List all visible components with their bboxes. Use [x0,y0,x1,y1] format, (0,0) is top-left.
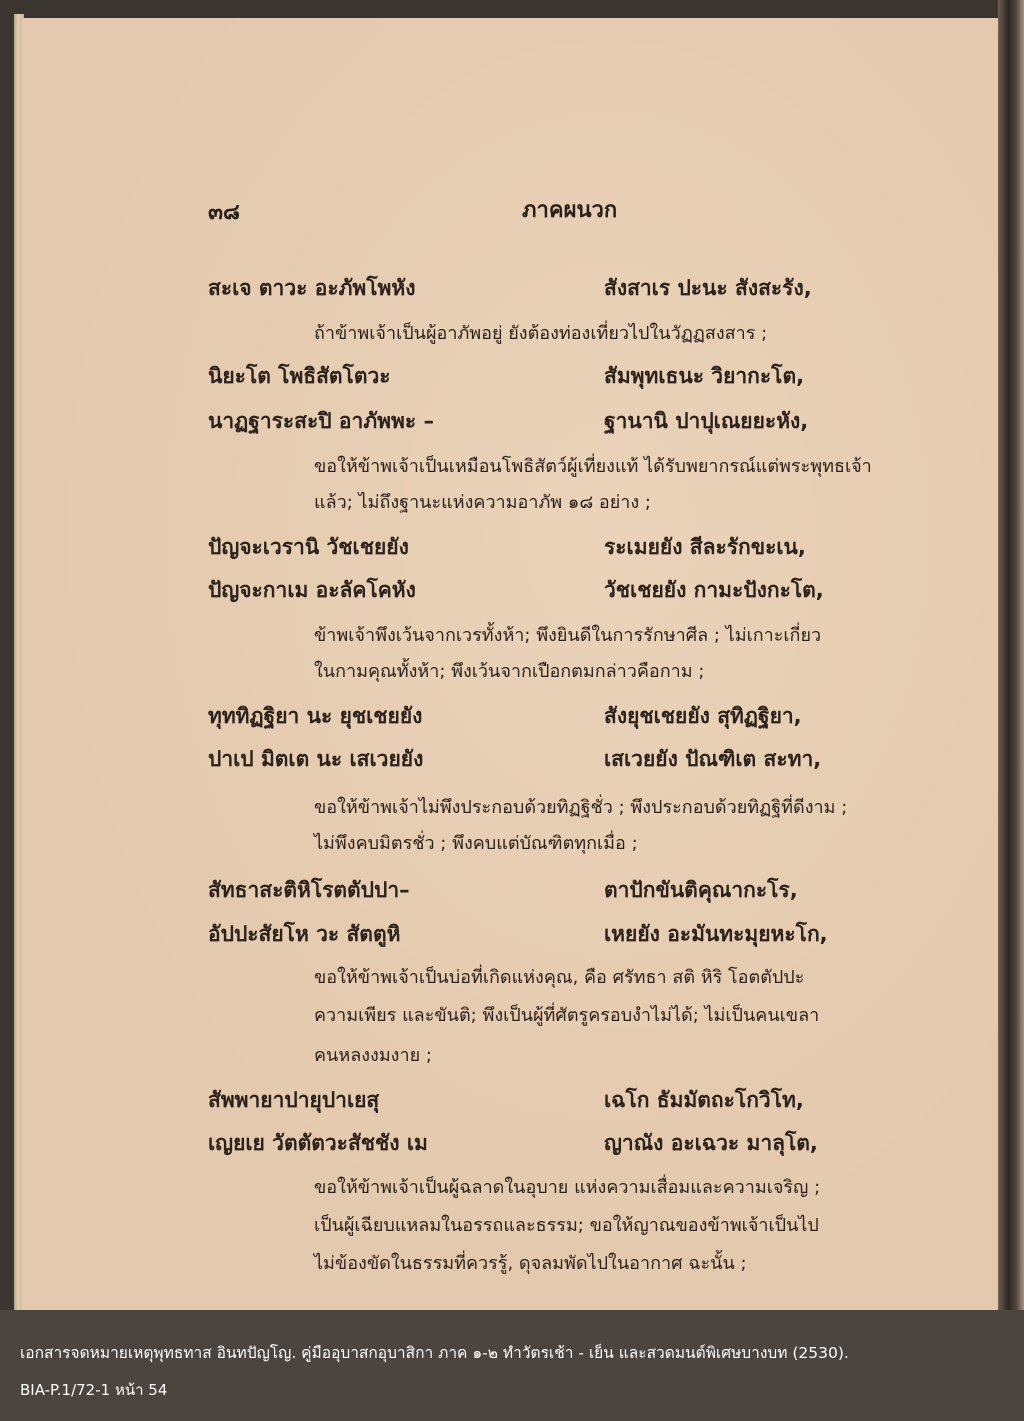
pali-line-right: วัชเชยยัง กามะปังกะโต, [604,578,824,602]
pali-line-right: ตาปักขันติคุณากะโร, [604,878,798,902]
pali-line-right: สัมพุทเธนะ วิยากะโต, [604,364,805,388]
archive-reference: BIA-P.1/72-1 หน้า 54 [20,1381,168,1399]
pali-line-right: ญาณัง อะเฉวะ มาลุโต, [604,1131,818,1155]
pali-line-right: สังสาเร ปะนะ สังสะรัง, [604,276,812,300]
translation-line: คนหลงงมงาย ; [314,1045,432,1066]
pali-line-right: สังยุชเชยยัง สุทิฏฐิยา, [604,704,802,728]
pali-line-left: เญยเย วัตตัตวะสัชชัง เม [208,1131,428,1155]
translation-line: ขอให้ข้าพเจ้าเป็นผู้ฉลาดในอุบาย แห่งความเสื่อมและความเจริญ ; [314,1177,821,1198]
pali-line-left: ปัญจะเวรานิ วัชเชยยัง [208,535,409,559]
translation-line: ข้าพเจ้าพึงเว้นจากเวรทั้งห้า; พึงยินดีในการรักษาศีล ; ไม่เกาะเกี่ยว [314,625,822,646]
pali-line-right: ระเมยยัง สีละรักขะเน, [604,535,806,559]
translation-line: ในกามคุณทั้งห้า; พึงเว้นจากเปือกตมกล่าวคือกาม ; [314,661,705,682]
pali-line-left: สัพพายาปายุปาเยสุ [208,1088,380,1112]
page-number: ๓๘ [208,199,241,225]
translation-line: เป็นผู้เฉียบแหลมในอรรถและธรรม; ขอให้ญาณของข้าพเจ้าเป็นไป [314,1215,819,1236]
pali-line-right: เหยยัง อะมันทะมุยหะโก, [604,922,828,946]
pali-line-left: ปาเป มิตเต นะ เสเวยยัง [208,747,424,771]
book-spine [998,0,1024,1310]
page-header: ภาคผนวก [522,197,618,223]
pali-line-left: สะเจ ตาวะ อะภัพโพหัง [208,276,416,300]
translation-line: ความเพียร และขันติ; พึงเป็นผู้ที่ศัตรูครอบงำไม่ได้; ไม่เป็นคนเขลา [314,1005,820,1026]
translation-line: แล้ว; ไม่ถึงฐานะแห่งความอาภัพ ๑๘ อย่าง ; [314,492,651,513]
pali-line-left: ปัญจะกาเม อะลัคโคหัง [208,578,416,602]
translation-line: ไม่ข้องขัดในธรรมที่ควรรู้, ดุจลมพัดไปในอากาศ ฉะนั้น ; [314,1253,747,1274]
caption-bar [0,1310,1024,1421]
translation-line: ขอให้ข้าพเจ้าเป็นบ่อที่เกิดแห่งคุณ, คือ ศรัทธา สติ หิริ โอตตัปปะ [314,967,805,988]
translation-line: ขอให้ข้าพเจ้าไม่พึงประกอบด้วยทิฏฐิชั่ว ; พึงประกอบด้วยทิฏฐิที่ดีงาม ; [314,797,848,818]
pali-line-right: เสเวยยัง ปัณฑิเต สะทา, [604,747,822,771]
pali-line-right: ฐานานิ ปาปุเณยยะหัง, [604,409,809,433]
pali-line-left: อัปปะสัยโห วะ สัตตูหิ [208,922,401,946]
pali-line-left: นิยะโต โพธิสัตโตวะ [208,364,391,388]
translation-line: ถ้าข้าพเจ้าเป็นผู้อาภัพอยู่ ยังต้องท่องเที่ยวไปในวัฏฏสงสาร ; [314,323,768,344]
pali-line-left: ทุททิฏฐิยา นะ ยุชเชยยัง [208,704,423,728]
archive-citation: เอกสารจดหมายเหตุพุทธทาส อินทปัญโญ. คู่มืออุบาสกอุบาสิกา ภาค ๑-๒ ทำวัตรเช้า - เย็น และสวดมนต์พิเศษบางบท (2530). [20,1344,849,1362]
pali-line-left: นาฏฐาระสะปิ อาภัพพะ – [208,409,434,433]
pali-line-right: เฉโก ธัมมัตถะโกวิโท, [604,1088,804,1112]
translation-line: ไม่พึงคบมิตรชั่ว ; พึงคบแต่บัณฑิตทุกเมื่อ ; [314,833,638,854]
pali-line-left: สัทธาสะติหิโรตตัปปา– [208,878,410,902]
translation-line: ขอให้ข้าพเจ้าเป็นเหมือนโพธิสัตว์ผู้เที่ยงแท้ ได้รับพยากรณ์แต่พระพุทธเจ้า [314,456,872,477]
